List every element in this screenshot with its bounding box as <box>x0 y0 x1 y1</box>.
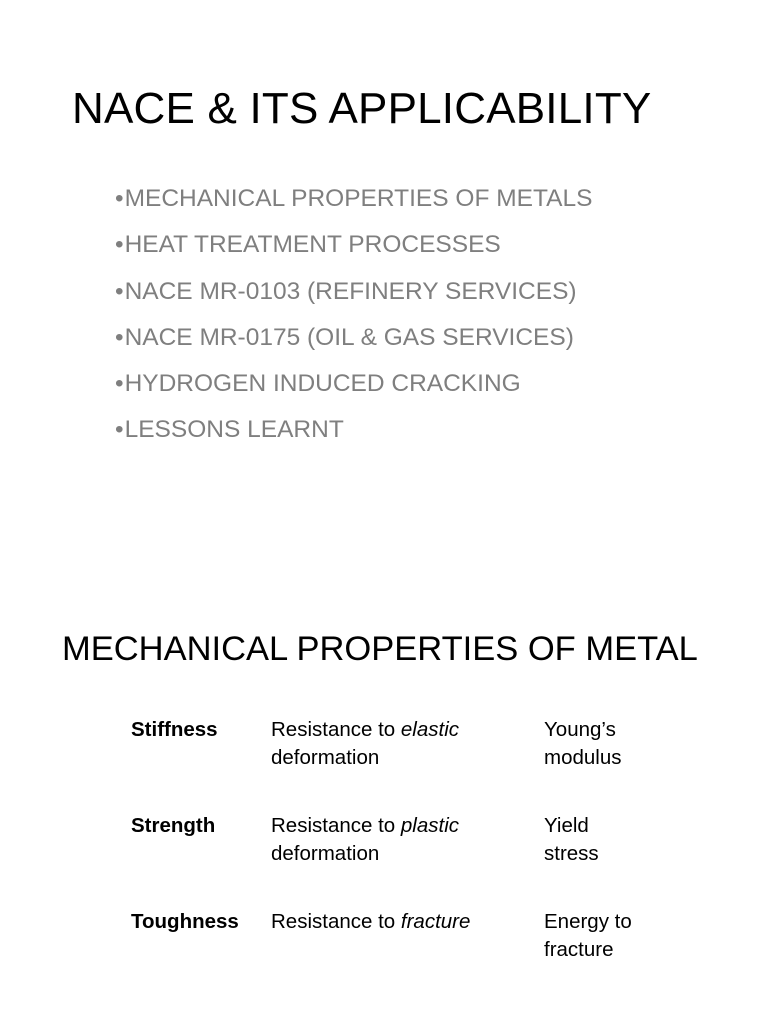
bullet-icon: • <box>115 416 124 444</box>
list-item: •NACE MR-0103 (REFINERY SERVICES) <box>115 277 577 305</box>
list-item: •MECHANICAL PROPERTIES OF METALS <box>115 185 593 212</box>
property-name: Strength <box>131 814 216 837</box>
property-description: Resistance to elastic deformation <box>271 718 460 769</box>
property-name: Toughness <box>131 910 239 933</box>
bullet-icon: • <box>115 323 124 351</box>
bullet-icon: • <box>115 231 124 259</box>
property-description: Resistance to fracture <box>271 910 471 933</box>
list-item: •HYDROGEN INDUCED CRACKING <box>115 370 521 398</box>
list-item: •NACE MR-0175 (OIL & GAS SERVICES) <box>115 323 574 351</box>
list-item: •HEAT TREATMENT PROCESSES <box>115 231 501 259</box>
slide-title: NACE & ITS APPLICABILITY <box>72 84 652 133</box>
property-description: Resistance to plastic deformation <box>271 814 460 865</box>
property-measure: Energy to fracture <box>544 910 632 961</box>
slide-title: MECHANICAL PROPERTIES OF METAL <box>62 630 698 668</box>
property-measure: Yield stress <box>544 814 599 865</box>
slide-mechanical-properties <box>0 512 768 1024</box>
property-measure: Young’s modulus <box>544 718 622 769</box>
property-name: Stiffness <box>131 718 218 741</box>
bullet-icon: • <box>115 185 124 212</box>
bullet-icon: • <box>115 277 124 305</box>
list-item: •LESSONS LEARNT <box>115 416 344 444</box>
bullet-list <box>115 180 592 458</box>
bullet-icon: • <box>115 370 124 398</box>
